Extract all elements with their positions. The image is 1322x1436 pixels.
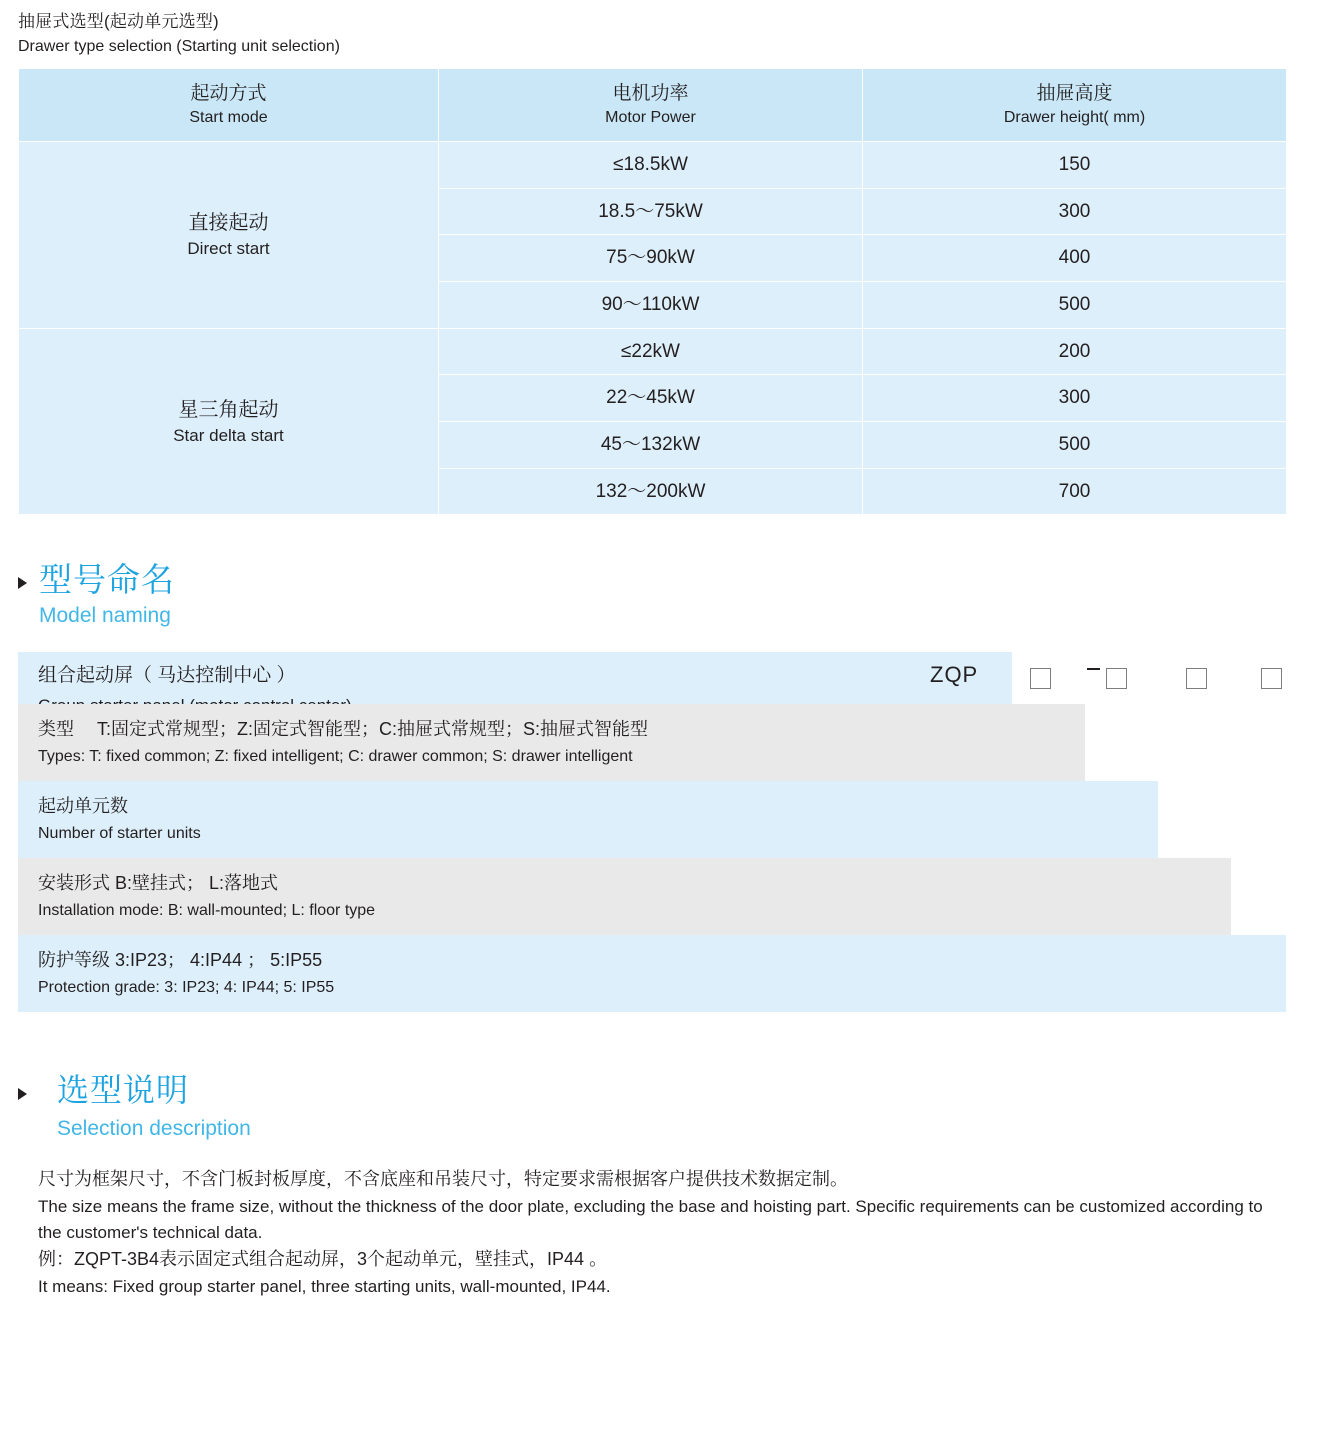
code-box-installation bbox=[1186, 668, 1207, 689]
header-drawer-height-cn: 抽屉高度 bbox=[1036, 82, 1113, 104]
caption-english: Drawer type selection (Starting unit selection) bbox=[18, 37, 340, 55]
table-row bbox=[19, 328, 1287, 375]
cell-height: 400 bbox=[863, 235, 1287, 282]
code-dash bbox=[1087, 668, 1100, 670]
group-direct-start-cn: 直接起动 bbox=[188, 211, 269, 234]
code-box-unit-count bbox=[1106, 668, 1127, 689]
naming-row-product bbox=[18, 652, 1012, 704]
naming-row-types bbox=[18, 704, 1085, 781]
group-direct-start-en: Direct start bbox=[187, 238, 270, 258]
cell-height: 300 bbox=[863, 188, 1287, 235]
selection-description-body bbox=[18, 1166, 1288, 1301]
cell-power: 22～45kW bbox=[439, 375, 863, 422]
model-naming-title-en: Model naming bbox=[39, 604, 171, 628]
naming-row-product-cn: 组合起动屏（ 马达控制中心 ） bbox=[38, 665, 296, 687]
model-naming-title-cn: 型号命名 bbox=[39, 561, 175, 599]
group-label-direct-start bbox=[19, 142, 439, 329]
desc-line-en-1: The size means the frame size, without the thickness of the door plate, excluding the base and hoisting part. Specific requirements can be customized according to the customer's technical data. bbox=[38, 1196, 1263, 1242]
naming-row-installation-cn: 安装形式 B:壁挂式； L:落地式 bbox=[38, 873, 279, 894]
cell-power: 132～200kW bbox=[439, 468, 863, 515]
table-header-row bbox=[19, 68, 1287, 141]
model-naming-titles bbox=[39, 561, 175, 630]
cell-height: 200 bbox=[863, 328, 1287, 375]
naming-row-unit-count-cn: 起动单元数 bbox=[38, 796, 128, 817]
model-naming-heading bbox=[18, 561, 1304, 630]
header-motor-power bbox=[439, 68, 863, 141]
cell-height: 300 bbox=[863, 375, 1287, 422]
naming-row-protection-en: Protection grade: 3: IP23; 4: IP44; 5: IP55 bbox=[38, 979, 335, 997]
triangle-bullet-icon bbox=[18, 577, 27, 589]
caption-chinese: 抽屉式选型(起动单元选型) bbox=[18, 12, 219, 31]
header-start-mode-cn: 起动方式 bbox=[190, 82, 267, 104]
cell-height: 500 bbox=[863, 281, 1287, 328]
cell-power: 75～90kW bbox=[439, 235, 863, 282]
naming-row-unit-count bbox=[18, 781, 1158, 858]
cell-power: 90～110kW bbox=[439, 281, 863, 328]
naming-row-protection-cn: 防护等级 3:IP23； 4:IP44 ； 5:IP55 bbox=[38, 950, 323, 971]
selection-description-title-cn: 选型说明 bbox=[57, 1072, 190, 1109]
desc-line-cn-1: 尺寸为框架尺寸，不含门板封板厚度，不含底座和吊装尺寸，特定要求需根据客户提供技术数据定制。 bbox=[38, 1168, 848, 1189]
naming-row-installation-en: Installation mode: B: wall-mounted; L: floor type bbox=[38, 902, 376, 920]
group-star-delta-en: Star delta start bbox=[173, 425, 284, 445]
header-start-mode-en: Start mode bbox=[189, 109, 268, 127]
selection-description-heading bbox=[18, 1072, 1304, 1143]
model-code-prefix: ZQP bbox=[930, 662, 979, 688]
starting-unit-table bbox=[18, 68, 1287, 515]
cell-height: 500 bbox=[863, 421, 1287, 468]
group-star-delta-cn: 星三角起动 bbox=[178, 398, 279, 421]
code-box-type bbox=[1030, 668, 1051, 689]
naming-row-types-cn: 类型 T:固定式常规型；Z:固定式智能型；C:抽屉式常规型；S:抽屉式智能型 bbox=[38, 719, 649, 740]
naming-row-installation bbox=[18, 858, 1231, 935]
naming-row-unit-count-en: Number of starter units bbox=[38, 825, 201, 843]
selection-description-titles bbox=[57, 1072, 251, 1143]
cell-power: ≤18.5kW bbox=[439, 142, 863, 189]
desc-line-cn-2: 例：ZQPT-3B4表示固定式组合起动屏，3个起动单元，壁挂式，IP44 。 bbox=[38, 1249, 608, 1270]
group-label-star-delta-start bbox=[19, 328, 439, 515]
header-start-mode bbox=[19, 68, 439, 141]
cell-power: 18.5～75kW bbox=[439, 188, 863, 235]
desc-line-en-2: It means: Fixed group starter panel, three starting units, wall-mounted, IP44. bbox=[38, 1277, 611, 1297]
header-motor-power-en: Motor Power bbox=[605, 109, 696, 127]
section-model-naming bbox=[18, 561, 1304, 1012]
naming-row-protection bbox=[18, 935, 1286, 1012]
cell-power: ≤22kW bbox=[439, 328, 863, 375]
code-box-protection bbox=[1261, 668, 1282, 689]
section-selection-description bbox=[18, 1072, 1304, 1300]
header-motor-power-cn: 电机功率 bbox=[612, 82, 689, 104]
cell-height: 150 bbox=[863, 142, 1287, 189]
table-row bbox=[19, 142, 1287, 189]
header-drawer-height-en: Drawer height( mm) bbox=[1003, 109, 1146, 127]
cell-height: 700 bbox=[863, 468, 1287, 515]
model-naming-diagram bbox=[18, 652, 1286, 1012]
cell-power: 45～132kW bbox=[439, 421, 863, 468]
triangle-bullet-icon bbox=[18, 1088, 27, 1100]
drawer-selection-caption bbox=[18, 10, 1304, 58]
naming-row-types-en: Types: T: fixed common; Z: fixed intelligent; C: drawer common; S: drawer intelligent bbox=[38, 748, 633, 766]
header-drawer-height bbox=[863, 68, 1287, 141]
selection-description-title-en: Selection description bbox=[57, 1117, 251, 1141]
